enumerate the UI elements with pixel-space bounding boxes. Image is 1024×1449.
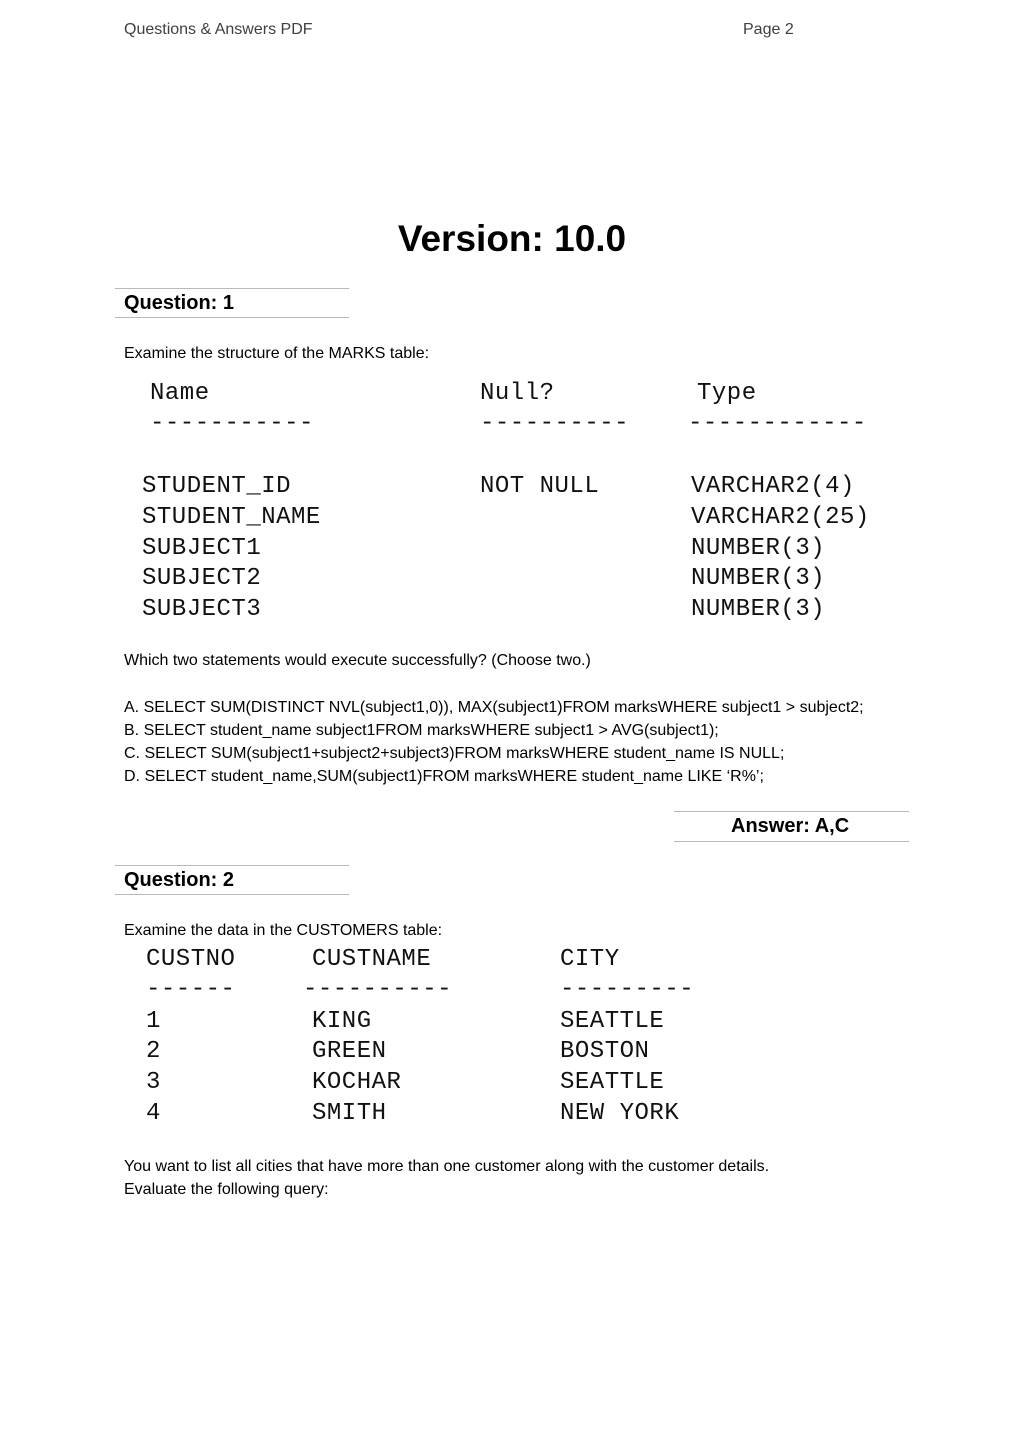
marks-row-name: SUBJECT1 (142, 535, 262, 562)
question-1-title: Question: 1 (124, 292, 235, 314)
customers-header-custno: CUSTNO (146, 946, 236, 973)
answer-box (674, 811, 909, 842)
option-d: D. SELECT student_name,SUM(subject1)FROM marksWHERE student_name LIKE ‘R%’; (124, 768, 764, 785)
customers-row-custno: 3 (146, 1069, 161, 1096)
customers-row-custno: 2 (146, 1038, 161, 1065)
question-2-query-intro: Evaluate the following query: (124, 1181, 329, 1198)
marks-dashes-type: ------------ (688, 410, 867, 437)
question-1-prompt: Which two statements would execute successfully? (Choose two.) (124, 652, 591, 669)
marks-row-null: NOT NULL (480, 473, 600, 500)
customers-row-custname: KOCHAR (312, 1069, 402, 1096)
customers-dashes-custno: ------ (146, 976, 236, 1003)
marks-row-name: SUBJECT3 (142, 596, 262, 623)
customers-row-custname: GREEN (312, 1038, 387, 1065)
marks-row-type: VARCHAR2(4) (691, 473, 855, 500)
marks-dashes-null: ---------- (480, 410, 630, 437)
marks-row-type: VARCHAR2(25) (691, 504, 870, 531)
option-b: B. SELECT student_name subject1FROM marksWHERE subject1 > AVG(subject1); (124, 722, 719, 739)
marks-row-name: SUBJECT2 (142, 565, 262, 592)
question-2-paragraph: You want to list all cities that have more than one customer along with the customer details. (124, 1158, 770, 1175)
customers-row-custname: KING (312, 1008, 372, 1035)
marks-row-name: STUDENT_NAME (142, 504, 321, 531)
customers-row-city: SEATTLE (560, 1069, 665, 1096)
marks-row-name: STUDENT_ID (142, 473, 292, 500)
customers-row-city: BOSTON (560, 1038, 650, 1065)
question-2-heading-box (115, 865, 349, 895)
marks-header-type: Type (697, 380, 757, 407)
answer-text: Answer: A,C (731, 815, 850, 837)
customers-row-custno: 1 (146, 1008, 161, 1035)
customers-header-city: CITY (560, 946, 620, 973)
customers-row-city: SEATTLE (560, 1008, 665, 1035)
option-a: A. SELECT SUM(DISTINCT NVL(subject1,0)), MAX(subject1)FROM marksWHERE subject1 > subject2; (124, 699, 864, 716)
question-1-intro: Examine the structure of the MARKS table: (124, 345, 430, 362)
marks-header-name: Name (150, 380, 210, 407)
customers-row-custname: SMITH (312, 1100, 387, 1127)
customers-row-custno: 4 (146, 1100, 161, 1127)
marks-header-null: Null? (480, 380, 555, 407)
header-title: Questions & Answers PDF (124, 21, 313, 38)
customers-row-city: NEW YORK (560, 1100, 680, 1127)
marks-row-type: NUMBER(3) (691, 535, 826, 562)
marks-row-type: NUMBER(3) (691, 565, 826, 592)
version-title: Version: 10.0 (397, 218, 627, 259)
customers-dashes-city: --------- (560, 976, 695, 1003)
customers-header-custname: CUSTNAME (312, 946, 432, 973)
question-2-intro: Examine the data in the CUSTOMERS table: (124, 922, 443, 939)
question-2-title: Question: 2 (124, 869, 235, 891)
customers-dashes-custname: ---------- (303, 976, 453, 1003)
page-number: Page 2 (743, 21, 794, 38)
question-1-heading-box (115, 288, 349, 318)
option-c: C. SELECT SUM(subject1+subject2+subject3)FROM marksWHERE student_name IS NULL; (124, 745, 785, 762)
marks-row-type: NUMBER(3) (691, 596, 826, 623)
marks-dashes-name: ----------- (150, 410, 314, 437)
